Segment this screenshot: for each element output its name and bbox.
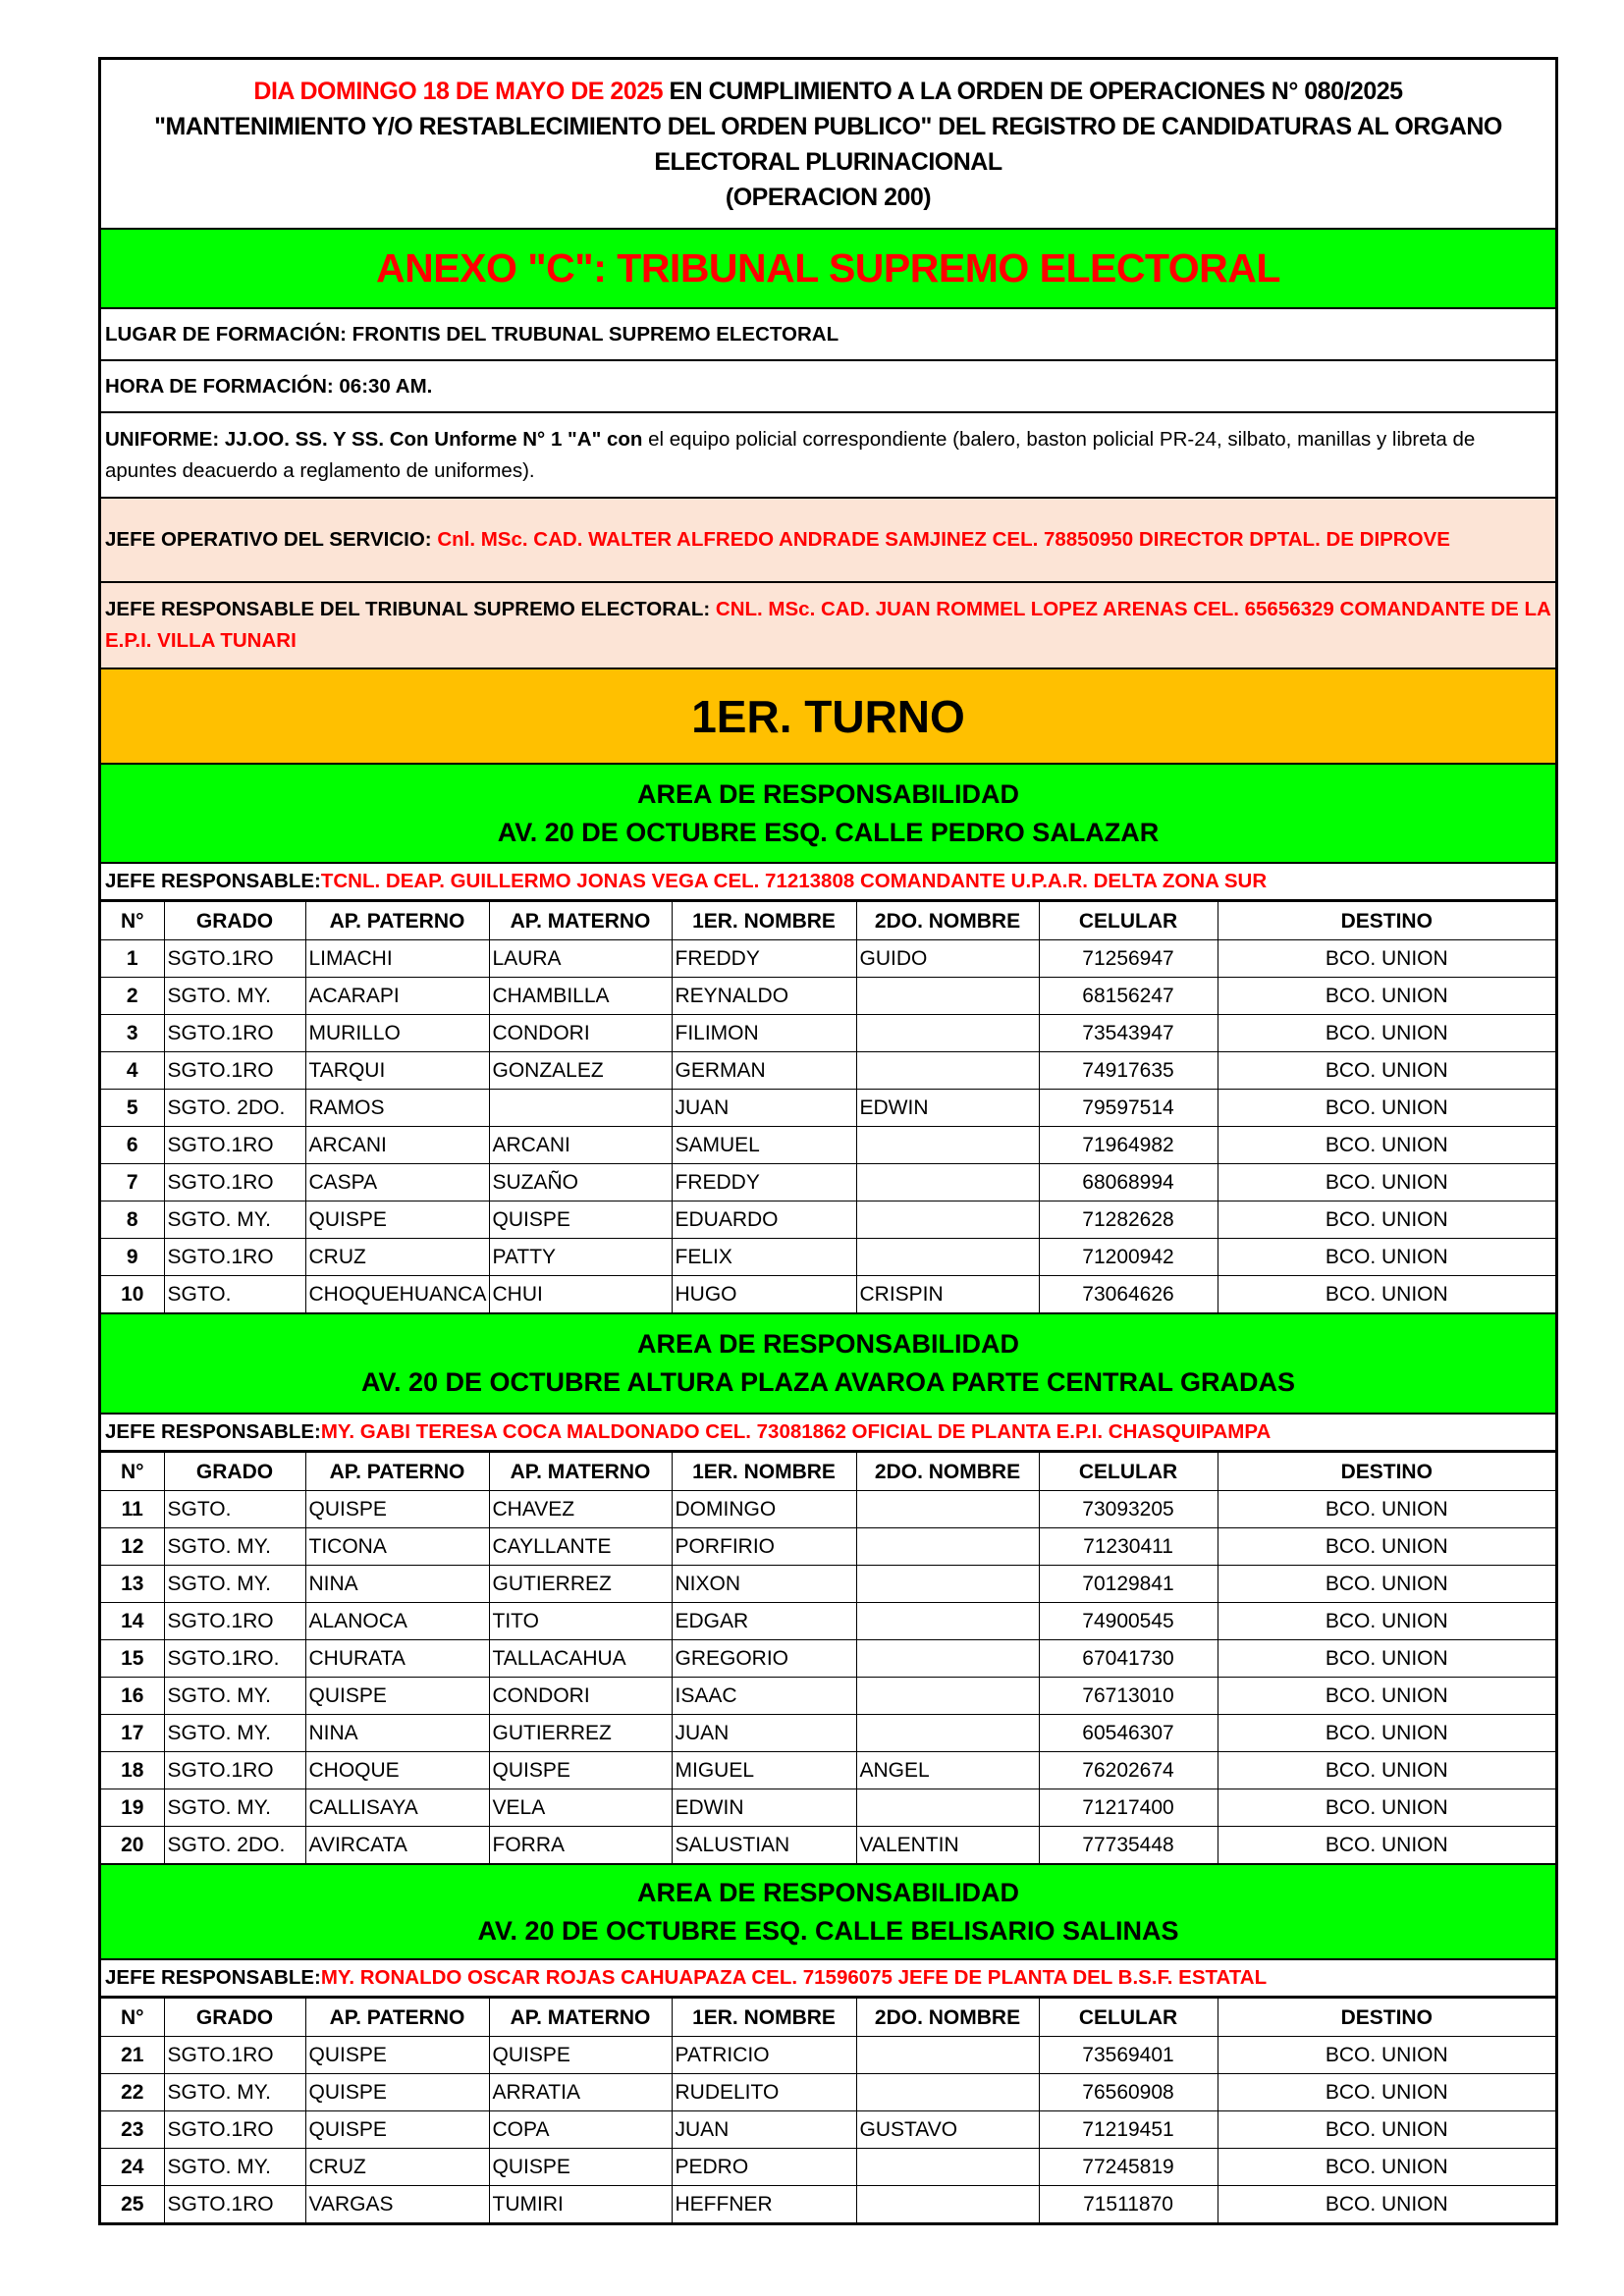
table-cell: VARGAS <box>305 2186 489 2223</box>
uniforme-info <box>101 413 1555 499</box>
document-sheet <box>98 57 1558 2225</box>
column-header: AP. MATERNO <box>489 902 672 940</box>
table-row <box>101 1678 1555 1715</box>
table-cell: BCO. UNION <box>1218 1239 1555 1276</box>
table-cell: CASPA <box>305 1164 489 1201</box>
table-cell: ARCANI <box>489 1127 672 1164</box>
table-cell: MURILLO <box>305 1015 489 1052</box>
uniforme-detail: el equipo policial correspondiente (balero, baston policial PR-24, silbato, manillas y libreta de apuntes deacuerdo a reglamento de uniformes). <box>105 427 1476 482</box>
jefe-responsable-value: MY. RONALDO OSCAR ROJAS CAHUAPAZA CEL. 71596075 JEFE DE PLANTA DEL B.S.F. ESTATAL <box>320 1966 1268 1989</box>
table-cell: 71230411 <box>1039 1528 1218 1566</box>
column-header: DESTINO <box>1218 1453 1555 1491</box>
header-line-1 <box>253 74 1402 109</box>
table-cell: FILIMON <box>672 1015 856 1052</box>
table-cell <box>856 2074 1039 2111</box>
table-cell <box>856 1052 1039 1090</box>
table-cell: BCO. UNION <box>1218 1127 1555 1164</box>
table-cell: 76202674 <box>1039 1752 1218 1789</box>
table-cell: EDWIN <box>672 1789 856 1827</box>
table-cell: 23 <box>101 2111 164 2149</box>
table-cell: BCO. UNION <box>1218 1603 1555 1640</box>
table-cell: 71217400 <box>1039 1789 1218 1827</box>
table-cell: 4 <box>101 1052 164 1090</box>
table-row <box>101 1276 1555 1313</box>
table-cell: FELIX <box>672 1239 856 1276</box>
column-header: 1ER. NOMBRE <box>672 902 856 940</box>
table-cell <box>856 2037 1039 2074</box>
table-cell: BCO. UNION <box>1218 1678 1555 1715</box>
anexo-title: ANEXO "C": TRIBUNAL SUPREMO ELECTORAL <box>101 230 1555 309</box>
table-cell <box>856 978 1039 1015</box>
jefe-responsable <box>101 1415 1555 1452</box>
table-cell: 74900545 <box>1039 1603 1218 1640</box>
table-row <box>101 1491 1555 1528</box>
header-line-2: "MANTENIMIENTO Y/O RESTABLECIMIENTO DEL ORDEN PUBLICO" DEL REGISTRO DE CANDIDATURAS AL ORGANO <box>154 112 1502 140</box>
table-cell: NINA <box>305 1566 489 1603</box>
table-cell: QUISPE <box>489 1201 672 1239</box>
table-cell: SGTO. <box>164 1276 305 1313</box>
table-cell: QUISPE <box>489 2149 672 2186</box>
table-cell: QUISPE <box>305 2074 489 2111</box>
table-cell: 19 <box>101 1789 164 1827</box>
table-cell: CALLISAYA <box>305 1789 489 1827</box>
table-row <box>101 1752 1555 1789</box>
table-cell <box>856 1491 1039 1528</box>
table-cell <box>856 1715 1039 1752</box>
table-cell: BCO. UNION <box>1218 1640 1555 1678</box>
table-cell: SGTO. MY. <box>164 1201 305 1239</box>
table-cell <box>856 1789 1039 1827</box>
table-row <box>101 1052 1555 1090</box>
area-place: AV. 20 DE OCTUBRE ALTURA PLAZA AVAROA PARTE CENTRAL GRADAS <box>360 1367 1296 1397</box>
table-cell: ISAAC <box>672 1678 856 1715</box>
table-cell: SGTO. MY. <box>164 978 305 1015</box>
table-header-row <box>101 902 1555 940</box>
table-cell: 24 <box>101 2149 164 2186</box>
table-row <box>101 1127 1555 1164</box>
area-header <box>101 1865 1555 1960</box>
table-cell: 79597514 <box>1039 1090 1218 1127</box>
area-header <box>101 1314 1555 1415</box>
table-cell <box>856 1528 1039 1566</box>
header-date: DIA DOMINGO 18 DE MAYO DE 2025 <box>253 77 664 105</box>
table-cell: 68156247 <box>1039 978 1218 1015</box>
table-cell: BCO. UNION <box>1218 1752 1555 1789</box>
table-cell: BCO. UNION <box>1218 1276 1555 1313</box>
area-title: AREA DE RESPONSABILIDAD <box>636 1329 1020 1359</box>
table-cell: JUAN <box>672 1090 856 1127</box>
table-cell: TALLACAHUA <box>489 1640 672 1678</box>
jefe-tse-value: CNL. MSc. CAD. JUAN ROMMEL LOPEZ ARENAS CEL. 65656329 COMANDANTE DE LA E.P.I. VILLA TUNARI <box>105 598 1551 652</box>
table-cell: EDUARDO <box>672 1201 856 1239</box>
table-cell <box>856 1603 1039 1640</box>
table-cell: 77735448 <box>1039 1827 1218 1864</box>
table-cell: BCO. UNION <box>1218 1789 1555 1827</box>
table-cell: 20 <box>101 1827 164 1864</box>
table-cell: SGTO.1RO <box>164 1052 305 1090</box>
table-cell: SGTO.1RO <box>164 1603 305 1640</box>
table-cell: GERMAN <box>672 1052 856 1090</box>
table-row <box>101 1827 1555 1864</box>
table-row <box>101 1528 1555 1566</box>
table-header-row <box>101 1453 1555 1491</box>
table-cell: VELA <box>489 1789 672 1827</box>
personnel-table-wrap <box>101 1998 1555 2222</box>
table-cell: 77245819 <box>1039 2149 1218 2186</box>
jefe-tse <box>101 583 1555 669</box>
table-cell: CRISPIN <box>856 1276 1039 1313</box>
column-header: 2DO. NOMBRE <box>856 1453 1039 1491</box>
area-title: AREA DE RESPONSABILIDAD <box>636 1877 1020 1907</box>
column-header: N° <box>101 902 164 940</box>
column-header: GRADO <box>164 902 305 940</box>
table-cell: LIMACHI <box>305 940 489 978</box>
lugar-formacion: LUGAR DE FORMACIÓN: FRONTIS DEL TRUBUNAL SUPREMO ELECTORAL <box>101 309 1555 361</box>
table-cell: 73569401 <box>1039 2037 1218 2074</box>
table-cell: BCO. UNION <box>1218 2074 1555 2111</box>
table-cell: ARRATIA <box>489 2074 672 2111</box>
table-cell: SGTO.1RO <box>164 1015 305 1052</box>
table-cell: CHAMBILLA <box>489 978 672 1015</box>
table-row <box>101 978 1555 1015</box>
table-cell: 10 <box>101 1276 164 1313</box>
column-header: 2DO. NOMBRE <box>856 1999 1039 2037</box>
table-cell: LAURA <box>489 940 672 978</box>
column-header: 1ER. NOMBRE <box>672 1999 856 2037</box>
table-row <box>101 1201 1555 1239</box>
table-cell: 7 <box>101 1164 164 1201</box>
table-cell: AVIRCATA <box>305 1827 489 1864</box>
table-cell: 1 <box>101 940 164 978</box>
table-cell: SGTO.1RO <box>164 2186 305 2223</box>
table-cell: PATRICIO <box>672 2037 856 2074</box>
table-cell: 11 <box>101 1491 164 1528</box>
column-header: AP. PATERNO <box>305 1453 489 1491</box>
table-cell: ACARAPI <box>305 978 489 1015</box>
table-cell: SGTO.1RO <box>164 940 305 978</box>
jefe-responsable-value: MY. GABI TERESA COCA MALDONADO CEL. 73081862 OFICIAL DE PLANTA E.P.I. CHASQUIPAMPA <box>320 1420 1272 1443</box>
column-header: N° <box>101 1999 164 2037</box>
table-cell: 18 <box>101 1752 164 1789</box>
table-cell: COPA <box>489 2111 672 2149</box>
header-line-4: (OPERACION 200) <box>725 183 932 211</box>
table-cell: QUISPE <box>305 1491 489 1528</box>
table-cell: HUGO <box>672 1276 856 1313</box>
table-cell: 76713010 <box>1039 1678 1218 1715</box>
table-cell: EDGAR <box>672 1603 856 1640</box>
jefe-operativo <box>101 499 1555 583</box>
table-cell: TITO <box>489 1603 672 1640</box>
table-cell: 71256947 <box>1039 940 1218 978</box>
table-cell: BCO. UNION <box>1218 1491 1555 1528</box>
table-cell: SGTO.1RO <box>164 1752 305 1789</box>
table-cell: PORFIRIO <box>672 1528 856 1566</box>
column-header: N° <box>101 1453 164 1491</box>
table-cell: 15 <box>101 1640 164 1678</box>
table-cell: BCO. UNION <box>1218 1715 1555 1752</box>
area-place: AV. 20 DE OCTUBRE ESQ. CALLE PEDRO SALAZAR <box>497 817 1160 847</box>
table-row <box>101 2037 1555 2074</box>
table-cell: 13 <box>101 1566 164 1603</box>
table-cell: 16 <box>101 1678 164 1715</box>
personnel-table-wrap <box>101 901 1555 1314</box>
table-cell: 25 <box>101 2186 164 2223</box>
column-header: CELULAR <box>1039 1453 1218 1491</box>
table-cell: BCO. UNION <box>1218 1015 1555 1052</box>
table-cell: CONDORI <box>489 1678 672 1715</box>
table-cell: FORRA <box>489 1827 672 1864</box>
table-cell: 6 <box>101 1127 164 1164</box>
table-row <box>101 1789 1555 1827</box>
jefe-operativo-value: Cnl. MSc. CAD. WALTER ALFREDO ANDRADE SAMJINEZ CEL. 78850950 DIRECTOR DPTAL. DE DIPROVE <box>431 528 1450 551</box>
column-header: GRADO <box>164 1999 305 2037</box>
column-header: CELULAR <box>1039 1999 1218 2037</box>
table-row <box>101 1640 1555 1678</box>
table-cell <box>856 2186 1039 2223</box>
column-header: DESTINO <box>1218 902 1555 940</box>
table-cell: SGTO. 2DO. <box>164 1090 305 1127</box>
table-cell: FREDDY <box>672 940 856 978</box>
table-cell <box>856 1127 1039 1164</box>
table-cell: PATTY <box>489 1239 672 1276</box>
table-cell: TUMIRI <box>489 2186 672 2223</box>
table-cell: 14 <box>101 1603 164 1640</box>
uniforme-label: UNIFORME: JJ.OO. SS. Y SS. Con Unforme N° 1 "A" con <box>105 427 643 451</box>
header-order: EN CUMPLIMIENTO A LA ORDEN DE OPERACIONES N° 080/2025 <box>663 77 1403 105</box>
table-cell <box>489 1090 672 1127</box>
table-row <box>101 1715 1555 1752</box>
table-row <box>101 1566 1555 1603</box>
table-cell: 73543947 <box>1039 1015 1218 1052</box>
column-header: GRADO <box>164 1453 305 1491</box>
header-line-3: ELECTORAL PLURINACIONAL <box>654 147 1002 176</box>
hora-formacion: HORA DE FORMACIÓN: 06:30 AM. <box>101 361 1555 413</box>
table-row <box>101 2149 1555 2186</box>
personnel-table <box>101 1998 1555 2222</box>
table-cell: BCO. UNION <box>1218 978 1555 1015</box>
table-cell: SGTO. <box>164 1491 305 1528</box>
table-cell: ALANOCA <box>305 1603 489 1640</box>
table-cell: BCO. UNION <box>1218 1528 1555 1566</box>
table-cell <box>856 1164 1039 1201</box>
table-row <box>101 2186 1555 2223</box>
table-cell: GUTIERREZ <box>489 1715 672 1752</box>
table-cell: NIXON <box>672 1566 856 1603</box>
jefe-operativo-label: JEFE OPERATIVO DEL SERVICIO: <box>105 528 432 551</box>
table-cell: 17 <box>101 1715 164 1752</box>
table-cell: 71964982 <box>1039 1127 1218 1164</box>
table-cell: 8 <box>101 1201 164 1239</box>
table-cell: GUSTAVO <box>856 2111 1039 2149</box>
table-cell: 73064626 <box>1039 1276 1218 1313</box>
table-cell: SALUSTIAN <box>672 1827 856 1864</box>
table-row <box>101 940 1555 978</box>
column-header: AP. PATERNO <box>305 902 489 940</box>
column-header: DESTINO <box>1218 1999 1555 2037</box>
table-cell: JUAN <box>672 1715 856 1752</box>
table-cell: SGTO. MY. <box>164 1715 305 1752</box>
table-cell: REYNALDO <box>672 978 856 1015</box>
table-cell: GUIDO <box>856 940 1039 978</box>
table-cell: 60546307 <box>1039 1715 1218 1752</box>
area-title: AREA DE RESPONSABILIDAD <box>636 778 1020 809</box>
jefe-responsable <box>101 864 1555 901</box>
table-cell: MIGUEL <box>672 1752 856 1789</box>
table-cell: NINA <box>305 1715 489 1752</box>
table-cell: SGTO. MY. <box>164 2074 305 2111</box>
table-cell: SGTO. MY. <box>164 2149 305 2186</box>
column-header: 1ER. NOMBRE <box>672 1453 856 1491</box>
table-cell: RUDELITO <box>672 2074 856 2111</box>
table-cell: BCO. UNION <box>1218 1201 1555 1239</box>
table-cell: 5 <box>101 1090 164 1127</box>
table-cell: 71511870 <box>1039 2186 1218 2223</box>
table-cell: 2 <box>101 978 164 1015</box>
table-cell: DOMINGO <box>672 1491 856 1528</box>
table-cell: SAMUEL <box>672 1127 856 1164</box>
table-cell <box>856 1015 1039 1052</box>
table-cell: SUZAÑO <box>489 1164 672 1201</box>
column-header: 2DO. NOMBRE <box>856 902 1039 940</box>
jefe-responsable-value: TCNL. DEAP. GUILLERMO JONAS VEGA CEL. 71213808 COMANDANTE U.P.A.R. DELTA ZONA SUR <box>320 870 1268 892</box>
table-cell: VALENTIN <box>856 1827 1039 1864</box>
column-header: AP. MATERNO <box>489 1999 672 2037</box>
table-cell <box>856 1239 1039 1276</box>
table-cell: JUAN <box>672 2111 856 2149</box>
table-cell <box>856 1201 1039 1239</box>
table-cell: GREGORIO <box>672 1640 856 1678</box>
table-cell: QUISPE <box>489 2037 672 2074</box>
table-cell: SGTO.1RO <box>164 1239 305 1276</box>
area-place: AV. 20 DE OCTUBRE ESQ. CALLE BELISARIO SALINAS <box>477 1915 1179 1946</box>
table-cell: SGTO.1RO <box>164 2037 305 2074</box>
table-cell: SGTO. MY. <box>164 1678 305 1715</box>
table-row <box>101 1015 1555 1052</box>
table-cell: 73093205 <box>1039 1491 1218 1528</box>
table-cell: SGTO. 2DO. <box>164 1827 305 1864</box>
sections-container <box>101 765 1555 2222</box>
table-cell: QUISPE <box>305 2111 489 2149</box>
table-row <box>101 1164 1555 1201</box>
column-header: AP. PATERNO <box>305 1999 489 2037</box>
table-cell <box>856 1566 1039 1603</box>
personnel-table-wrap <box>101 1452 1555 1865</box>
table-cell: BCO. UNION <box>1218 2186 1555 2223</box>
table-cell: 9 <box>101 1239 164 1276</box>
table-cell: CHURATA <box>305 1640 489 1678</box>
jefe-responsable-label: JEFE RESPONSABLE: <box>105 1420 321 1443</box>
jefe-tse-label: JEFE RESPONSABLE DEL TRIBUNAL SUPREMO ELECTORAL: <box>105 598 711 620</box>
table-cell: CAYLLANTE <box>489 1528 672 1566</box>
column-header: AP. MATERNO <box>489 1453 672 1491</box>
table-cell <box>856 2149 1039 2186</box>
table-cell: RAMOS <box>305 1090 489 1127</box>
table-row <box>101 2111 1555 2149</box>
table-cell: FREDDY <box>672 1164 856 1201</box>
table-cell: SGTO.1RO. <box>164 1640 305 1678</box>
table-cell: CRUZ <box>305 1239 489 1276</box>
table-cell: SGTO.1RO <box>164 2111 305 2149</box>
table-cell: BCO. UNION <box>1218 2149 1555 2186</box>
table-cell: QUISPE <box>305 2037 489 2074</box>
table-cell: SGTO. MY. <box>164 1528 305 1566</box>
table-cell: 3 <box>101 1015 164 1052</box>
table-cell: CRUZ <box>305 2149 489 2186</box>
table-cell: 22 <box>101 2074 164 2111</box>
table-cell: EDWIN <box>856 1090 1039 1127</box>
table-cell: SGTO.1RO <box>164 1164 305 1201</box>
table-cell: CHOQUEHUANCA <box>305 1276 489 1313</box>
table-cell: QUISPE <box>305 1678 489 1715</box>
table-row <box>101 1603 1555 1640</box>
table-cell: 67041730 <box>1039 1640 1218 1678</box>
table-cell: 70129841 <box>1039 1566 1218 1603</box>
table-cell: BCO. UNION <box>1218 1164 1555 1201</box>
table-cell: BCO. UNION <box>1218 1827 1555 1864</box>
table-cell: 71219451 <box>1039 2111 1218 2149</box>
table-cell: 74917635 <box>1039 1052 1218 1090</box>
table-cell: QUISPE <box>489 1752 672 1789</box>
area-header <box>101 765 1555 864</box>
table-cell: GUTIERREZ <box>489 1566 672 1603</box>
table-cell: CHUI <box>489 1276 672 1313</box>
table-cell: 71282628 <box>1039 1201 1218 1239</box>
table-cell: ANGEL <box>856 1752 1039 1789</box>
table-cell: TARQUI <box>305 1052 489 1090</box>
table-cell: BCO. UNION <box>1218 940 1555 978</box>
table-cell: QUISPE <box>305 1201 489 1239</box>
personnel-table <box>101 901 1555 1312</box>
table-cell: 12 <box>101 1528 164 1566</box>
table-row <box>101 1239 1555 1276</box>
table-cell: BCO. UNION <box>1218 1052 1555 1090</box>
table-cell: CHOQUE <box>305 1752 489 1789</box>
table-cell: GONZALEZ <box>489 1052 672 1090</box>
table-cell: CHAVEZ <box>489 1491 672 1528</box>
jefe-responsable-label: JEFE RESPONSABLE: <box>105 870 321 892</box>
table-cell: SGTO. MY. <box>164 1789 305 1827</box>
table-cell: BCO. UNION <box>1218 2037 1555 2074</box>
table-row <box>101 1090 1555 1127</box>
table-cell: 68068994 <box>1039 1164 1218 1201</box>
table-cell: CONDORI <box>489 1015 672 1052</box>
table-cell <box>856 1678 1039 1715</box>
table-cell: BCO. UNION <box>1218 1566 1555 1603</box>
table-cell: SGTO.1RO <box>164 1127 305 1164</box>
table-cell <box>856 1640 1039 1678</box>
table-header-row <box>101 1999 1555 2037</box>
table-row <box>101 2074 1555 2111</box>
table-cell: 71200942 <box>1039 1239 1218 1276</box>
jefe-responsable <box>101 1960 1555 1998</box>
table-cell: 21 <box>101 2037 164 2074</box>
table-cell: HEFFNER <box>672 2186 856 2223</box>
table-cell: PEDRO <box>672 2149 856 2186</box>
table-cell: BCO. UNION <box>1218 2111 1555 2149</box>
turno-title: 1ER. TURNO <box>101 669 1555 765</box>
table-cell: 76560908 <box>1039 2074 1218 2111</box>
personnel-table <box>101 1452 1555 1863</box>
column-header: CELULAR <box>1039 902 1218 940</box>
table-cell: TICONA <box>305 1528 489 1566</box>
table-cell: SGTO. MY. <box>164 1566 305 1603</box>
table-cell: BCO. UNION <box>1218 1090 1555 1127</box>
table-cell: ARCANI <box>305 1127 489 1164</box>
document-header <box>101 60 1555 230</box>
jefe-responsable-label: JEFE RESPONSABLE: <box>105 1966 321 1989</box>
